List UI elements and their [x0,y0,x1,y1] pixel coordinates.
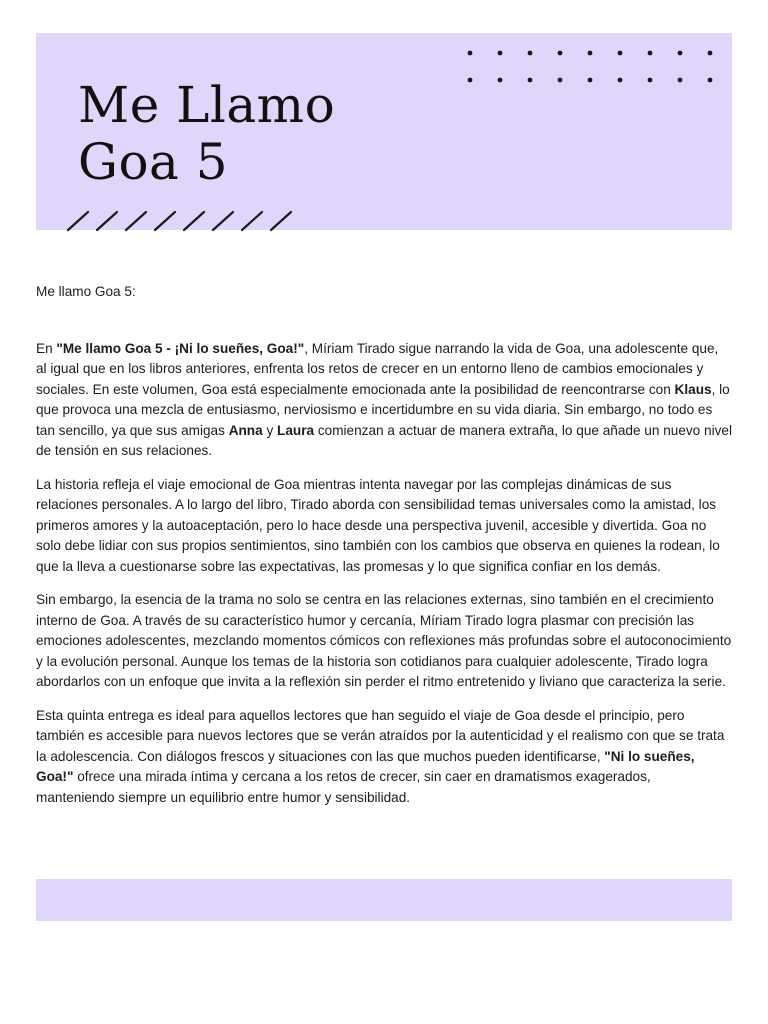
dot-grid-decoration [466,48,726,88]
paragraph-1 [36,339,732,462]
decorative-dot [528,51,533,56]
p4-text-2: ofrece una mirada íntima y cercana a los retos de crecer, sin caer en dramatismos exagerados, manteniendo siempre un equilibrio entre humor y sensibilidad. [36,769,651,805]
decorative-dot [618,78,623,83]
header-banner [36,33,732,230]
decorative-dot [498,78,503,83]
decorative-slash [155,212,175,230]
article-body [36,282,732,821]
footer-banner [36,879,732,921]
decorative-slash [242,212,262,230]
decorative-slash [271,212,291,230]
p1-text-2: , Míriam Tirado sigue narrando la vida de Goa, una adolescente que, al igual que en los libros anteriores, enfrenta los retos de crecer en un entorno lleno de cambios emocionales y sociales. En este volumen, Goa está especialmente emocionada ante la posibilidad de reencontrarse con [36,340,719,397]
name-klaus-bold: Klaus [674,381,712,397]
decorative-dot [648,51,653,56]
decorative-dot [618,51,623,56]
decorative-slash [68,212,88,230]
page-title [78,77,335,191]
slash-line-decoration [66,209,306,233]
decorative-slash [97,212,117,230]
p1-text-1: En [36,340,57,356]
p4-text-1: Esta quinta entrega es ideal para aquellos lectores que han seguido el viaje de Goa desde el principio, pero también es accesible para nuevos lectores que se verán atraídos por la autenticidad y el realismo con que se trata la adolescencia. Con diálogos frescos y situaciones con las que muchos pueden identificarse, [36,707,725,764]
book-title-bold: "Me llamo Goa 5 - ¡Ni lo sueñes, Goa!" [56,340,305,356]
p1-text-4: y [262,422,278,438]
decorative-dot [558,78,563,83]
decorative-dot [708,78,713,83]
decorative-dot [558,51,563,56]
decorative-dot [498,51,503,56]
name-anna-bold: Anna [228,422,263,438]
decorative-slash [126,212,146,230]
paragraph-2: La historia refleja el viaje emocional de Goa mientras intenta navegar por las complejas dinámicas de sus relaciones personales. A lo largo del libro, Tirado aborda con sensibilidad temas universales como la amistad, los primeros amores y la autoaceptación, pero lo hace desde una perspectiva juvenil, accesible y divertida. Goa no solo debe lidiar con sus propios sentimientos, sino también con los cambios que observa en quienes la rodean, lo que la lleva a cuestionarse sobre las expectativas, las promesas y lo que significa confiar en los demás. [36,476,720,574]
subtitle-bold: "Ni lo sueñes, Goa!" [36,748,695,784]
p1-text-5: comienzan a actuar de manera extraña, lo que añade un nuevo nivel de tensión en sus relaciones. [36,422,732,458]
p1-text-3: , lo que provoca una mezcla de entusiasmo, nerviosismo e incertidumbre en su vida diaria. Sin embargo, no todo es tan sencillo, ya que sus amigas [36,381,730,438]
decorative-dot [588,51,593,56]
decorative-slash [213,212,233,230]
name-laura-bold: Laura [277,422,315,438]
paragraph-4 [36,706,732,809]
decorative-dot [588,78,593,83]
decorative-dot [528,78,533,83]
decorative-dot [678,78,683,83]
decorative-dot [678,51,683,56]
decorative-dot [468,78,473,83]
title-line-1: Me Llamo [78,76,336,134]
decorative-slash [184,212,204,230]
decorative-dot [468,51,473,56]
paragraph-3: Sin embargo, la esencia de la trama no solo se centra en las relaciones externas, sino también en el crecimiento interno de Goa. A través de su característico humor y cercanía, Míriam Tirado logra plasmar con precisión las emociones adolescentes, mezclando momentos cómicos con reflexiones más profundas sobre el autoconocimiento y la evolución personal. Aunque los temas de la historia son cotidianos para cualquier adolescente, Tirado logra abordarlos con un enfoque que invita a la reflexión sin perder el ritmo entretenido y liviano que caracteriza la serie. [36,592,732,689]
title-line-2: Goa 5 [78,133,229,191]
decorative-dot [648,78,653,83]
intro-line: Me llamo Goa 5: [36,284,136,299]
decorative-dot [708,51,713,56]
